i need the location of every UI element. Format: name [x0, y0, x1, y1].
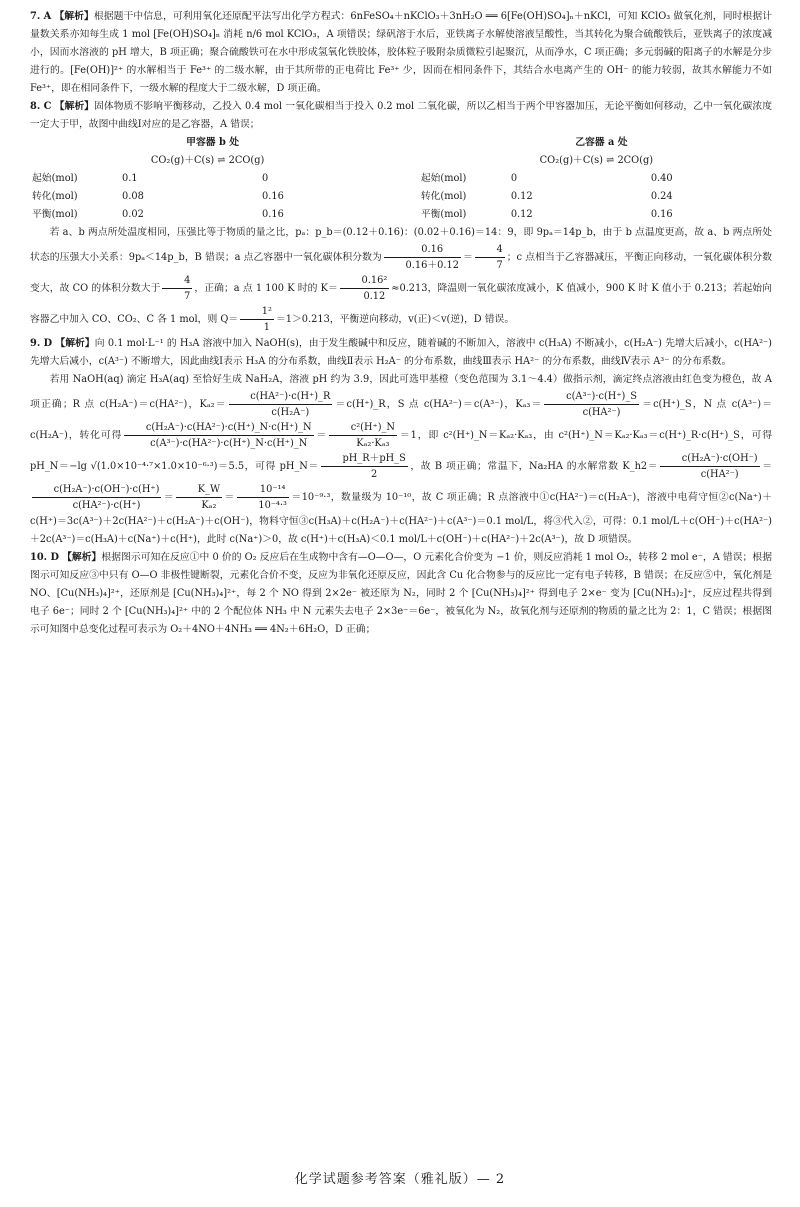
answer-text: 固体物质不影响平衡移动，乙投入 0.4 mol 一氧化碳相当于投入 0.2 mol 二氧化碳，所以乙相当于两个甲容器加压，无论平衡如何移动，乙中一氧化碳浓度一定大于甲，故图中曲线Ⅰ对应的是乙容器，A 错误；	[30, 101, 772, 130]
row-label: 起始(mol)	[420, 173, 467, 184]
answer-text: 根据题干中信息，可利用氧化还原配平法写出化学方程式：6nFeSO₄＋nKClO₃＋3nH₂O ══ 6[Fe(OH)SO₄]ₙ＋nKCl，可知 KClO₃ 做氧化剂，同时根据计量数关系亦知每生成 1 mol [Fe(OH)SO₄]ₙ 消耗 n/6 mol KClO₃，A 项错误；绿矾溶于水后，亚铁离子水解使溶液呈酸性，当其转化为聚合硫酸铁后，亚铁离子的浓度减小，因而水溶液的 pH 增大，B 项正确；聚合硫酸铁可在水中形成氢氧化铁胶体，胶体粒子吸附杂质微粒引起聚沉，从而净水，C 项正确；多元弱碱的阳离子的水解是分步进行的。[Fe(OH)]²⁺ 的水解相当于 Fe³⁺ 的二级水解，由于其所带的正电荷比 Fe³⁺ 少，因而在相同条件下，其结合水电离产生的 OH⁻ 的能力较弱，故其水解能力不如 Fe³⁺，即在相同条件下，一级水解的程度大于二级水解，D 项正确。	[30, 11, 772, 94]
fraction	[329, 420, 397, 451]
answer-text: ；c 点相当于乙容器减压，平衡正向移动，一氧化碳体积分数变大，故 CO 的体积分数大于	[30, 252, 772, 294]
denominator: c(H₂A⁻)	[271, 407, 310, 418]
table-row	[421, 188, 752, 206]
numerator: c(HA²⁻)·c(H⁺)_R	[229, 389, 333, 405]
row-label: 转化(mol)	[32, 191, 78, 202]
equals-sign: ＝	[761, 461, 773, 472]
answer-number: 9. D	[30, 338, 53, 349]
row-label: 平衡(mol)	[420, 209, 467, 220]
answer-text: 根据图示可知在反应①中 0 价的 O₂ 反应后在生成物中含有—O—O—，O 元素化合价变为 −1 价，则反应消耗 1 mol O₂，转移 2 mol e⁻，A 错误；根据图示可知反应③中只有 O—O 非极性键断裂，元素化合价不变，反应为非氧化还原反应，因此含 Cu 化合物参与的反应比一定有电子转移，B 错误；在反应⑤中，氧化剂是 NO、[Cu(NH₃)₄]²⁺，还原剂是 [Cu(NH₃)₄]²⁺，每 2 个 NO 得到 2×2e⁻ 被还原为 N₂，同时 2 个 [Cu(NH₃)₄]²⁺ 得到电子 2×e⁻ 变为 [Cu(NH₃)₂]⁺，反应过程共得到电子 6e⁻；同时 2 个 [Cu(NH₃)₄]²⁺ 中的 2 个配位体 NH₃ 中 N 元素失去电子 2×3e⁻＝6e⁻，被氧化为 N₂，故氧化剂与还原剂的物质的量之比为 2：1，C 错误；根据图示可知图中总变化过程可表示为 O₂＋4NO＋4NH₃ ══ 4N₂＋6H₂O，D 正确；	[30, 552, 772, 635]
numerator: 4	[475, 242, 505, 258]
equals-sign: ＝	[462, 252, 473, 263]
answer-text: ＝1，即 c²(H⁺)_N＝Kₐ₂·Kₐ₃，由 c²(H⁺)_N＝Kₐ₂·Kₐ₃＝c(H⁺)_R·c(H⁺)_S，可得 pH_N＝−lg √(1.0×10⁻⁴·⁷×1.0×10⁻⁶·³)＝5.5，可得 pH_N＝	[30, 430, 772, 472]
answer-text: ＝1＞0.213，平衡逆向移动，v(正)＜v(逆)，D 错误。	[275, 314, 515, 325]
denominator: c(HA²⁻)	[700, 469, 739, 480]
row-value: 0.08	[122, 191, 144, 202]
numerator: c(H₂A⁻)·c(OH⁻)	[660, 451, 759, 467]
fraction	[124, 420, 313, 451]
answer-text: ≈0.213，降温则一氧化碳浓度减小，K 值减小，900 K 时 K 值小于 0.213；若起始向容器乙中加入 CO、CO₂、C 各 1 mol，则 Q＝	[30, 283, 772, 325]
denominator: c(HA²⁻)	[582, 407, 621, 418]
answer-7	[30, 8, 772, 98]
analysis-tag: 【解析】	[54, 101, 95, 112]
denominator: 7	[496, 260, 503, 271]
answer-text: 若 a、b 两点所处温度相同，压强比等于物质的量之比，pₐ：p_b＝(0.12＋0.16)：(0.02＋0.16)＝14：9，即 9pₐ＝14p_b，由于 b 点温度更高，故 a、b 两点所处状态的压强大小关系：9pₐ＜14p_b，B 错误；a 点乙容器中一氧化碳体积分数为	[30, 227, 772, 263]
page-footer: 化学试题参考答案（雅礼版）— 2	[294, 1172, 506, 1187]
answer-8	[30, 98, 772, 335]
answer-text: ＝10⁻⁹·³，数量级为 10⁻¹⁰，故 C 项正确；R 点溶液中①c(HA²⁻)＝c(H₂A⁻)，溶液中电荷守恒②c(Na⁺)＋c(H⁺)＝3c(A³⁻)＋2c(HA²⁻)＋c(H₂A⁻)＋c(OH⁻)，物料守恒③c(H₃A)＋c(H₂A⁻)＋c(HA²⁻)＋c(A³⁻)＝0.1 mol/L，将③代入②，可得：0.1 mol/L＋c(OH⁻)＋c(HA²⁻)＋2c(A³⁻)＝c(H₃A)＋c(Na⁺)＋c(H⁺)，此时 c(Na⁺)＞0，故 c(H⁺)＋c(H₃A)＜0.1 mol/L＋c(OH⁻)＋c(HA²⁻)＋2c(A³⁻)，故 D 项错误。	[30, 492, 772, 545]
denominator: 10⁻⁴·³	[258, 500, 287, 511]
row-value: 0.16	[262, 191, 284, 202]
fraction	[321, 451, 408, 482]
denominator: 0.16＋0.12	[405, 260, 459, 271]
row-value: 0.16	[262, 209, 284, 220]
denominator: 1	[263, 322, 270, 333]
analysis-tag: 【解析】	[54, 11, 94, 22]
fraction	[32, 482, 161, 513]
fraction	[340, 273, 389, 304]
table-caption: 甲容器 b 处	[186, 137, 240, 148]
equals-sign: ＝	[224, 492, 235, 503]
row-value: 0.02	[122, 209, 144, 220]
table-equation: CO₂(g)＋C(s) ⇌ 2CO(g)	[150, 155, 265, 166]
container-a-table	[421, 134, 752, 224]
analysis-tag: 【解析】	[55, 338, 95, 349]
row-value: 0.40	[650, 173, 673, 184]
table-row	[32, 206, 363, 224]
answer-10	[30, 549, 772, 639]
fraction	[240, 304, 274, 335]
answer-9	[30, 335, 772, 549]
answer-text: ＝c(H⁺)_S，N 点 c(A³⁻)＝c(H₂A⁻)，转化可得	[30, 399, 773, 441]
numerator: K_W	[176, 482, 222, 498]
numerator: pH_R＋pH_S	[321, 451, 408, 467]
numerator: c²(H⁺)_N	[329, 420, 397, 436]
table-row	[32, 188, 363, 206]
row-value: 0.24	[650, 191, 673, 202]
denominator: 7	[184, 291, 191, 302]
equals-sign: ＝	[163, 492, 175, 503]
fraction	[162, 273, 192, 304]
row-value: 0.1	[122, 173, 138, 184]
table-row	[32, 170, 363, 188]
row-value: 0.16	[650, 209, 673, 220]
numerator: c(H₂A⁻)·c(HA²⁻)·c(H⁺)_N·c(H⁺)_N	[124, 420, 313, 436]
fraction	[237, 482, 289, 513]
row-value: 0	[262, 173, 269, 184]
denominator: Kₐ₂·Kₐ₃	[356, 438, 390, 449]
answer-number: 10. D	[30, 552, 59, 563]
answer-number: 7. A	[30, 11, 52, 22]
fraction	[660, 451, 759, 482]
row-label: 平衡(mol)	[32, 209, 78, 220]
container-b-table	[32, 134, 363, 224]
denominator: c(A³⁻)·c(HA²⁻)·c(H⁺)_N·c(H⁺)_N	[150, 438, 308, 449]
denominator: 2	[371, 469, 378, 480]
numerator: 1²	[240, 304, 274, 320]
row-label: 转化(mol)	[420, 191, 467, 202]
fraction	[384, 242, 461, 273]
equilibrium-table	[30, 134, 772, 224]
answer-text: 向 0.1 mol·L⁻¹ 的 H₃A 溶液中加入 NaOH(s)，由于发生酸碱中和反应，随着碱的不断加入，溶液中 c(H₃A) 不断减小，c(H₂A⁻) 先增大后减小，c(HA²⁻) 先增大后减小，c(A³⁻) 不断增大，因此曲线Ⅰ表示 H₃A 的分布系数，曲线Ⅱ表示 H₂A⁻ 的分布系数，曲线Ⅲ表示 HA²⁻ 的分布系数，曲线Ⅳ表示 A³⁻ 的分布系数。	[30, 338, 772, 367]
answer-text: ＝c(H⁺)_R，S 点 c(HA²⁻)＝c(A³⁻)，Kₐ₃＝	[334, 399, 543, 410]
fraction	[229, 389, 333, 420]
denominator: 0.12	[363, 291, 386, 302]
table-equation: CO₂(g)＋C(s) ⇌ 2CO(g)	[539, 155, 654, 166]
numerator: 4	[162, 273, 192, 289]
numerator: c(A³⁻)·c(H⁺)_S	[544, 389, 638, 405]
numerator: 0.16²	[340, 273, 389, 289]
numerator: 10⁻¹⁴	[237, 482, 289, 498]
numerator: 0.16	[384, 242, 461, 258]
equals-sign: ＝	[315, 430, 328, 441]
answer-text: ，故 B 项正确；常温下，Na₂HA 的水解常数 K_h2＝	[409, 461, 659, 472]
denominator: Kₐ₂	[201, 500, 217, 511]
fraction	[176, 482, 222, 513]
answer-text: 若用 NaOH(aq) 滴定 H₃A(aq) 至恰好生成 NaH₂A，溶液 pH 约为 3.9，因此可选甲基橙（变色范围为 3.1～4.4）做指示剂，滴定终点溶液由红色变为橙色，故 A 项正确；R 点 c(H₂A⁻)＝c(HA²⁻)，Kₐ₂＝	[30, 374, 772, 410]
table-row	[421, 170, 752, 188]
denominator: c(HA²⁻)·c(H⁺)	[72, 500, 141, 511]
answer-number: 8. C	[30, 101, 52, 112]
row-label: 起始(mol)	[32, 173, 78, 184]
row-value: 0.12	[510, 209, 533, 220]
table-caption: 乙容器 a 处	[575, 137, 628, 148]
fraction	[475, 242, 505, 273]
row-value: 0	[510, 173, 518, 184]
analysis-tag: 【解析】	[62, 552, 102, 563]
fraction	[544, 389, 638, 420]
row-value: 0.12	[510, 191, 533, 202]
table-row	[421, 206, 752, 224]
answer-text: ，正确；a 点 1 100 K 时的 K＝	[194, 283, 338, 294]
numerator: c(H₂A⁻)·c(OH⁻)·c(H⁺)	[32, 482, 161, 498]
